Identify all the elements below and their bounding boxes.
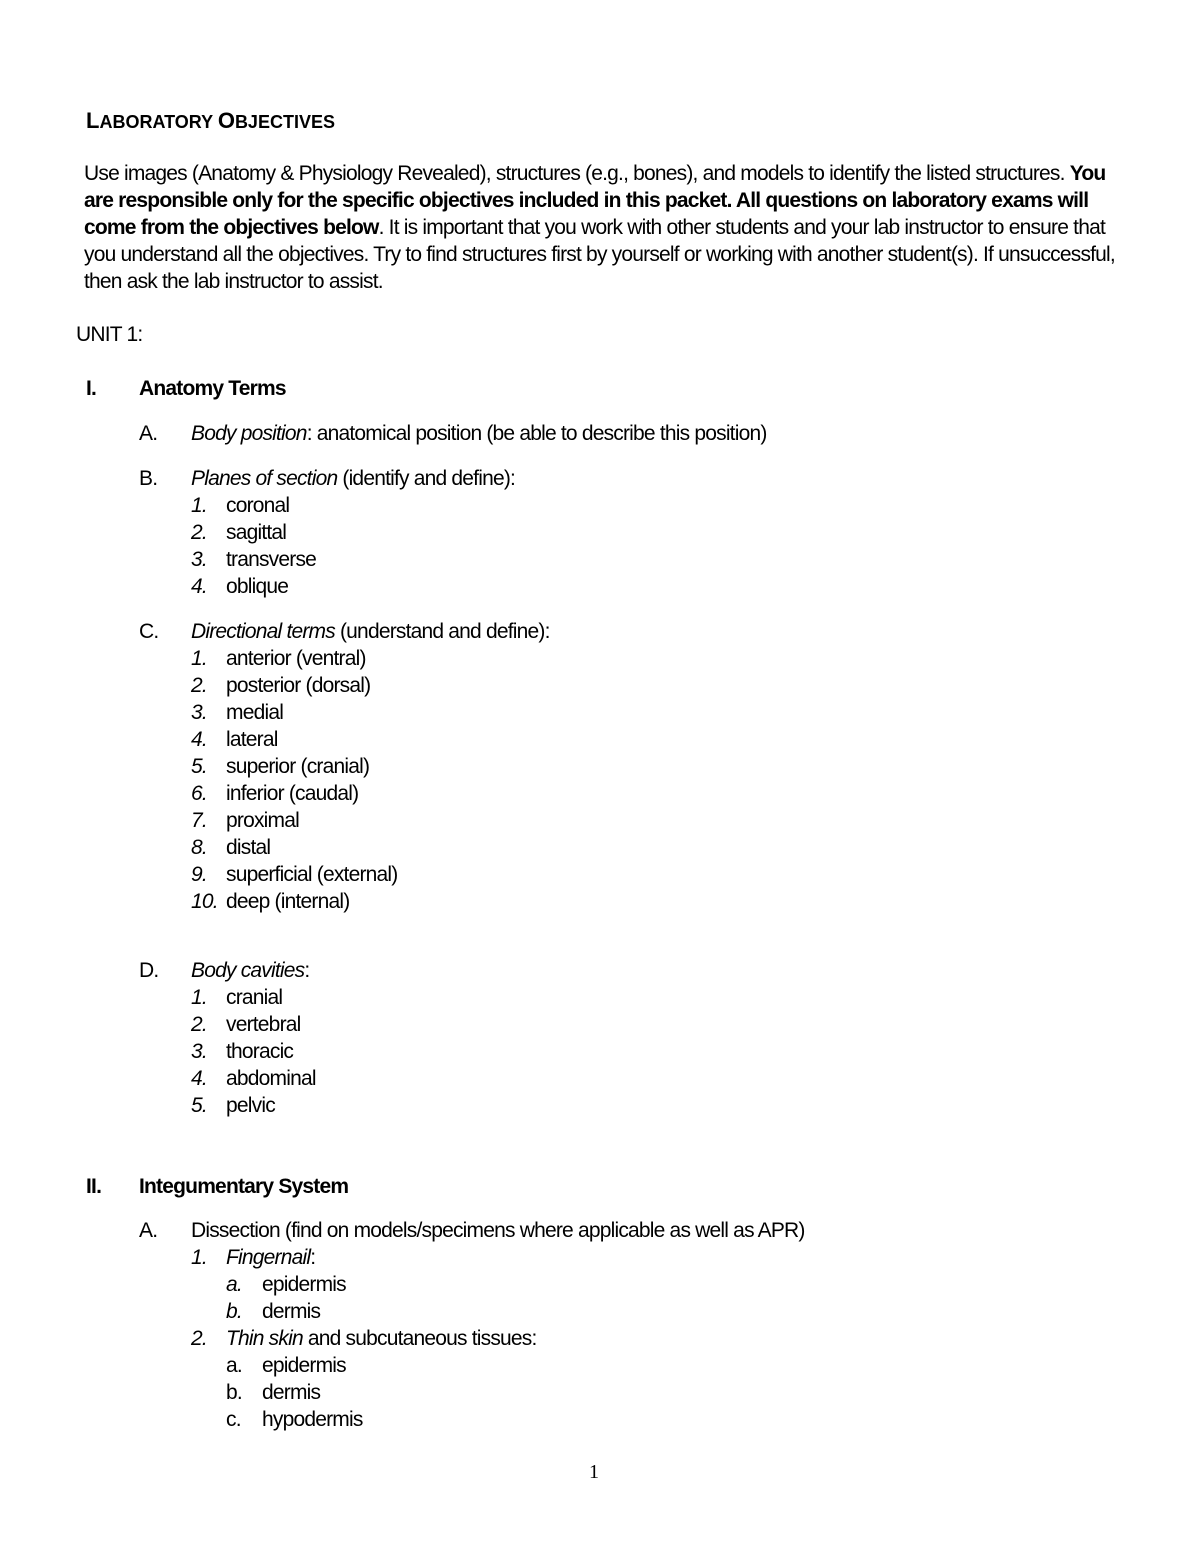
unit-label: UNIT 1: — [76, 323, 143, 346]
list-item: lateral — [226, 728, 278, 751]
list-number: 1. — [191, 494, 207, 517]
list-item-fingernail — [226, 1246, 315, 1270]
list-item: thoracic — [226, 1040, 294, 1063]
list-item: distal — [226, 836, 271, 859]
list-item: superior (cranial) — [226, 755, 370, 778]
list-item: oblique — [226, 575, 289, 598]
list-item: cranial — [226, 986, 283, 1009]
item-text: : — [310, 1246, 316, 1269]
list-number: 4. — [191, 575, 207, 598]
sublist-item: epidermis — [262, 1273, 346, 1296]
list-number: 7. — [191, 809, 207, 832]
item-letter: A. — [139, 1219, 158, 1242]
intro-text-2: . It is important that you work with other students and your lab instructor to ensure that you understand all the objectives. Try to find structures first by yourself or working with another student(s). If unsuccessful, then ask the lab instructor to assist. — [84, 216, 1115, 293]
list-number: 9. — [191, 863, 207, 886]
sublist-letter: b. — [226, 1381, 242, 1404]
heading-word-1: ABORATORY — [99, 112, 213, 132]
list-number: 4. — [191, 728, 207, 751]
list-number: 10. — [191, 890, 218, 913]
sublist-letter: a. — [226, 1354, 242, 1377]
item-text: and subcutaneous tissues: — [302, 1327, 537, 1350]
list-number: 1. — [191, 647, 207, 670]
section-numeral: I. — [86, 377, 97, 400]
list-number: 3. — [191, 1040, 207, 1063]
list-item: anterior (ventral) — [226, 647, 366, 670]
list-number: 2. — [191, 674, 207, 697]
sublist-item: dermis — [262, 1381, 321, 1404]
sublist-item: dermis — [262, 1300, 321, 1323]
list-item: superficial (external) — [226, 863, 398, 886]
page-number: 1 — [589, 1461, 599, 1483]
item-italic: Body cavities — [191, 959, 305, 982]
list-item: transverse — [226, 548, 317, 571]
item-letter: D. — [139, 959, 159, 982]
list-item: coronal — [226, 494, 290, 517]
list-number: 5. — [191, 1094, 207, 1117]
list-item: pelvic — [226, 1094, 275, 1117]
list-number: 3. — [191, 701, 207, 724]
list-number: 2. — [191, 1013, 207, 1036]
list-number: 1. — [191, 986, 207, 1009]
item-text: : anatomical position (be able to describe this position) — [306, 422, 767, 445]
item-italic: Directional terms — [191, 620, 335, 643]
heading-initial-2: O — [217, 108, 235, 133]
sublist-letter: c. — [226, 1408, 241, 1431]
list-item: deep (internal) — [226, 890, 350, 913]
list-item: inferior (caudal) — [226, 782, 359, 805]
item-text: : — [304, 959, 310, 982]
list-number: 4. — [191, 1067, 207, 1090]
page-heading — [86, 108, 335, 134]
list-number: 8. — [191, 836, 207, 859]
list-item: sagittal — [226, 521, 287, 544]
item-italic: Thin skin — [226, 1327, 303, 1350]
list-item: posterior (dorsal) — [226, 674, 371, 697]
sublist-letter: a. — [226, 1273, 242, 1296]
item-letter: B. — [139, 467, 158, 490]
item-italic: Body position — [191, 422, 307, 445]
list-number: 3. — [191, 548, 207, 571]
section-numeral: II. — [86, 1175, 102, 1198]
item-letter: C. — [139, 620, 159, 643]
list-number: 2. — [191, 521, 207, 544]
sublist-letter: b. — [226, 1300, 242, 1323]
list-number: 6. — [191, 782, 207, 805]
list-item: abdominal — [226, 1067, 316, 1090]
item-text: (understand and define): — [334, 620, 550, 643]
sublist-item: hypodermis — [262, 1408, 363, 1431]
heading-initial-1: L — [86, 108, 100, 133]
item-cavities — [191, 959, 309, 983]
item-planes — [191, 467, 515, 491]
item-directional — [191, 620, 550, 644]
list-item-thin-skin — [226, 1327, 537, 1351]
item-dissection: Dissection (find on models/specimens where applicable as well as APR) — [191, 1219, 805, 1242]
section-title: Integumentary System — [139, 1175, 349, 1198]
intro-paragraph — [84, 160, 1124, 295]
item-letter: A. — [139, 422, 158, 445]
item-text: (identify and define): — [337, 467, 516, 490]
list-item: proximal — [226, 809, 299, 832]
sublist-item: epidermis — [262, 1354, 346, 1377]
list-number: 1. — [191, 1246, 207, 1269]
list-item: vertebral — [226, 1013, 301, 1036]
list-item: medial — [226, 701, 284, 724]
list-number: 2. — [191, 1327, 207, 1350]
item-italic: Fingernail — [226, 1246, 311, 1269]
heading-word-2: BJECTIVES — [234, 112, 335, 132]
item-italic: Planes of section — [191, 467, 338, 490]
item-body-position — [191, 422, 767, 446]
list-number: 5. — [191, 755, 207, 778]
intro-text-1: Use images (Anatomy & Physiology Revealed), structures (e.g., bones), and models to identify the listed structures. — [84, 162, 1065, 185]
section-title: Anatomy Terms — [139, 377, 286, 400]
intro-bold-text: You are responsible only for the specific objectives included in this packet. All questions on laboratory exams will come from the objectives below — [84, 162, 1106, 239]
